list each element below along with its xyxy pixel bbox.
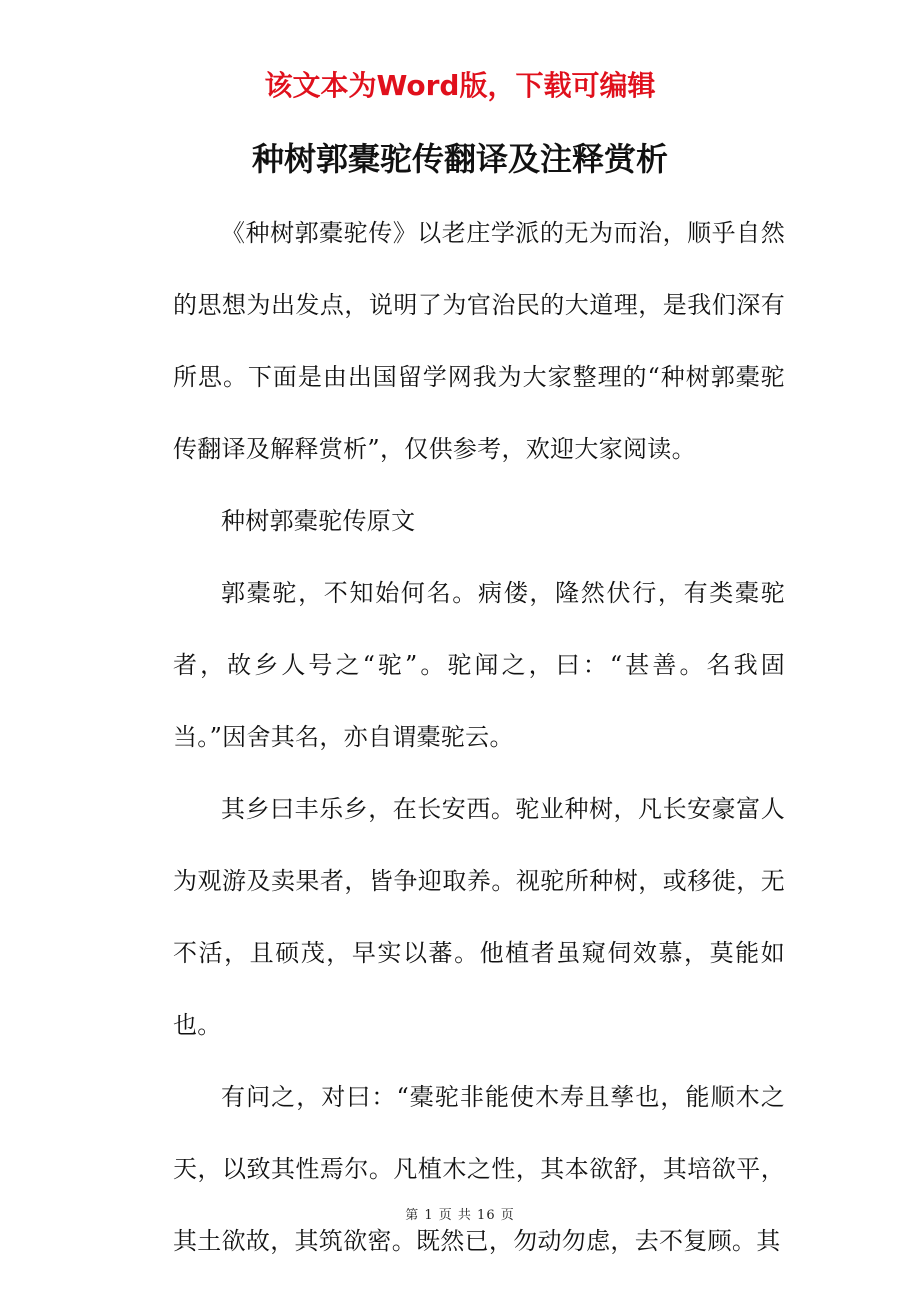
section-heading: 种树郭橐驼传原文 (221, 507, 416, 535)
page-footer: 第 1 页 共 16 页 (405, 1208, 515, 1223)
document-title: 种树郭橐驼传翻译及注释赏析 (251, 140, 668, 178)
paragraph-original-1: 郭橐驼，不知始何名。病偻，隆然伏行，有类橐驼者，故乡人号之“驼”。驼闻之，曰：“甚善。名我固当。”因舍其名，亦自谓橐驼云。 (173, 579, 785, 751)
download-banner: 该文本为Word版，下载可编辑 (264, 69, 656, 102)
paragraph-original-2: 其乡曰丰乐乡，在长安西。驼业种树，凡长安豪富人为观游及卖果者，皆争迎取养。视驼所种树，或移徙，无不活，且硕茂，早实以蕃。他植者虽窥伺效慕，莫能如也。 (173, 795, 785, 1039)
document-body (173, 197, 785, 1277)
paragraph-original-3: 有问之，对曰：“橐驼非能使木寿且孳也，能顺木之天，以致其性焉尔。凡植木之性，其本欲舒，其培欲平，其土欲故，其筑欲密。既然已，勿动勿虑，去不复顾。其 (173, 1083, 785, 1255)
paragraph-intro: 《种树郭橐驼传》以老庄学派的无为而治，顺乎自然的思想为出发点，说明了为官治民的大道理，是我们深有所思。下面是由出国留学网我为大家整理的“种树郭橐驼传翻译及解释赏析”，仅供参考，欢迎大家阅读。 (173, 219, 785, 463)
